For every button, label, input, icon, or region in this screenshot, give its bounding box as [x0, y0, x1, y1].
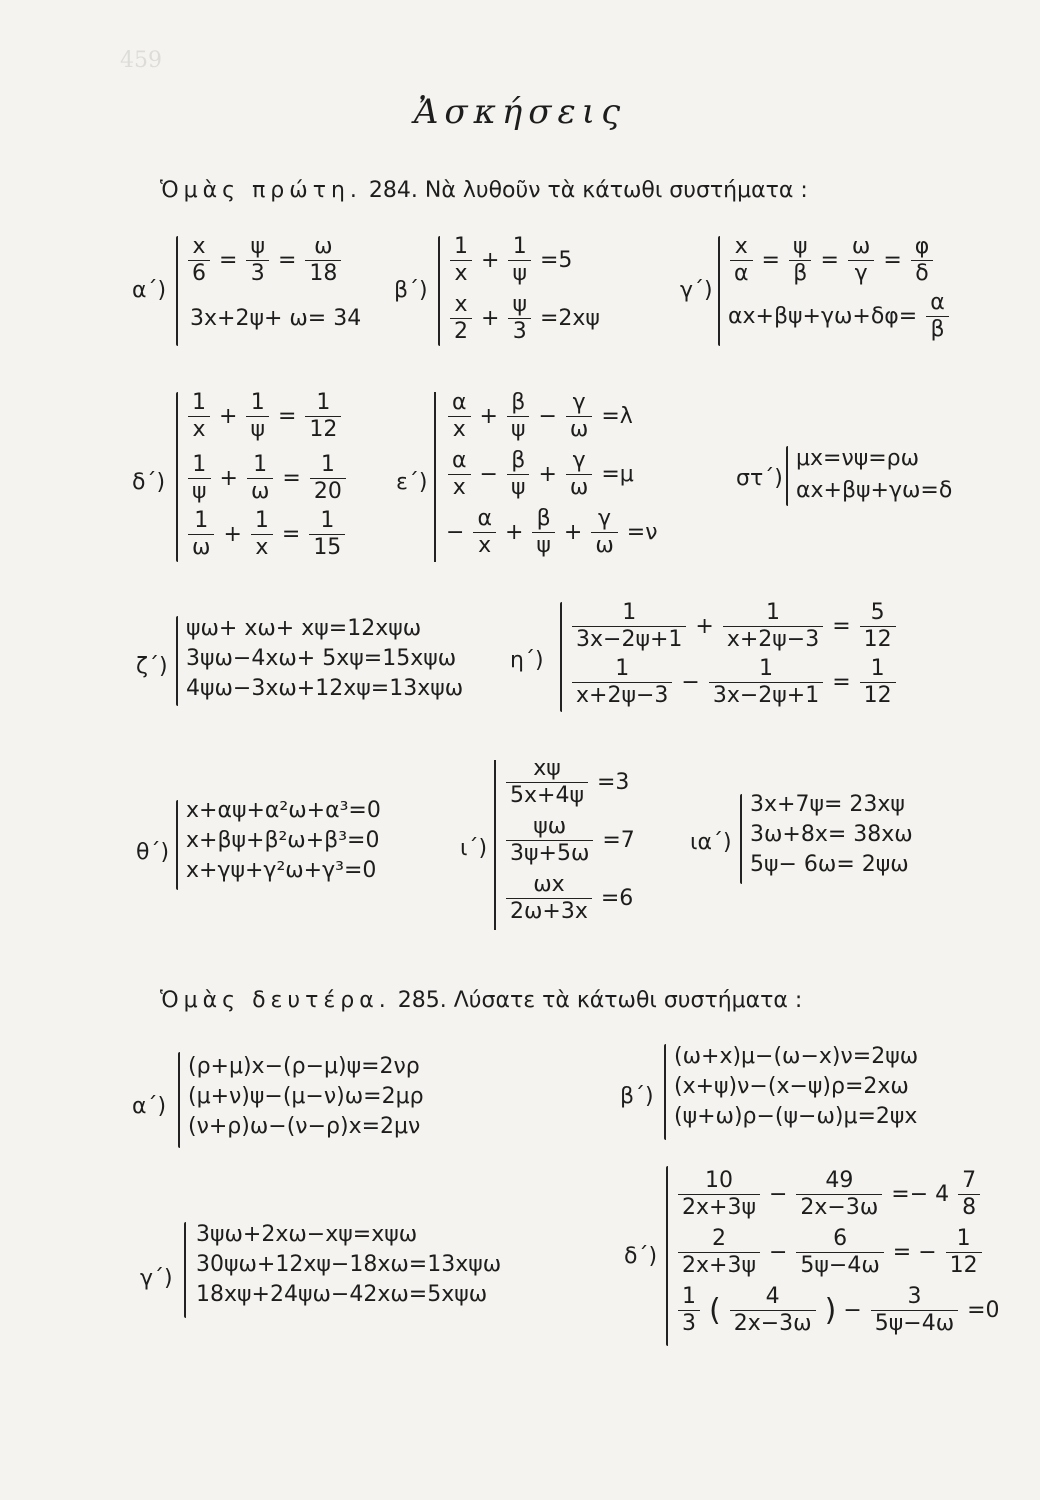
system-ia1-brace: [740, 794, 742, 884]
group1-label: Ὁμὰς πρώτη.: [160, 178, 362, 203]
system-b2-eq3: (ψ+ω)ρ−(ψ−ω)μ=2ψx: [674, 1104, 918, 1129]
system-g2-eq3: 18xψ+24ψω−42xω=5xψω: [196, 1282, 488, 1307]
system-h1-eq2: $\frac{1}{x+2\psi-3}$ − $\frac{1}{3x-2\psi+1}$ = $\frac{1}{12}$: [570, 656, 898, 709]
system-ia1-eq1: 3x+7ψ= 23xψ: [750, 792, 905, 817]
system-th1-brace: [176, 800, 178, 890]
system-g1-eq2: αx+βψ+γω+δφ= $\frac{\alpha}{\beta}$: [728, 290, 951, 343]
system-b1-label: β΄): [394, 278, 428, 303]
system-a1-eq2: 3x+2ψ+ ω= 34: [190, 306, 362, 331]
system-d1-brace: [176, 392, 178, 562]
system-i1-label: ι΄): [460, 836, 488, 861]
system-z1-eq2: 3ψω−4xω+ 5xψ=15xψω: [186, 646, 457, 671]
system-a2-label: α΄): [132, 1094, 167, 1119]
system-e1-bar: [434, 392, 436, 562]
system-z1-eq1: ψω+ xω+ xψ=12xψω: [186, 616, 422, 641]
system-ia1-label: ια΄): [690, 830, 732, 855]
group1-number: 284.: [368, 178, 418, 203]
system-g1-brace: [718, 236, 720, 346]
system-th1-eq2: x+βψ+β²ω+β³=0: [186, 828, 380, 853]
system-b2-eq2: (x+ψ)ν−(x−ψ)ρ=2xω: [674, 1074, 909, 1099]
system-st1-brace: [786, 446, 788, 506]
system-g2-brace: [184, 1222, 186, 1318]
system-a1-eq1: $\frac{x}{6}$ = $\frac{\psi}{3}$ = $\frac{\omega}{18}$: [186, 234, 343, 287]
system-g1-eq1: $\frac{x}{\alpha}$ = $\frac{\psi}{\beta}$ = $\frac{\omega}{\gamma}$ = $\frac{\varphi}{\delta}$: [728, 234, 935, 287]
system-b2-brace: [664, 1044, 666, 1140]
system-a2-eq2: (μ+ν)ψ−(μ−ν)ω=2μρ: [188, 1084, 424, 1109]
system-th1-eq1: x+αψ+α²ω+α³=0: [186, 798, 381, 823]
system-a1-label: α΄): [132, 278, 167, 303]
system-i1-eq1: $\frac{x\psi}{5x+4\psi}$ =3: [504, 756, 629, 809]
system-g2-label: γ΄): [140, 1266, 173, 1291]
group1-instruction: Νὰ λυθοῦν τὰ κάτωθι συστήματα :: [424, 178, 808, 203]
system-d2-eq3: $\frac{1}{3}$ ( $\frac{4}{2x-3\omega}$ ) − $\frac{3}{5\psi-4\omega}$ =0: [676, 1284, 1000, 1337]
system-d2-label: δ΄): [624, 1244, 658, 1269]
group1-heading: [160, 178, 808, 203]
system-ia1-eq3: 5ψ− 6ω= 2ψω: [750, 852, 909, 877]
system-h1-eq1: $\frac{1}{3x-2\psi+1}$ + $\frac{1}{x+2\psi-3}$ = $\frac{5}{12}$: [570, 600, 898, 653]
system-th1-label: θ΄): [136, 840, 170, 865]
system-i1-eq2: $\frac{\psi\omega}{3\psi+5\omega}$ =7: [504, 814, 635, 867]
system-e1-eq1: $\frac{\alpha}{x}$ + $\frac{\beta}{\psi}$ − $\frac{\gamma}{\omega}$ =λ: [446, 390, 633, 443]
system-z1-label: ζ΄): [136, 654, 168, 679]
system-a1-brace: [176, 236, 178, 346]
system-b2-eq1: (ω+x)μ−(ω−x)ν=2ψω: [674, 1044, 919, 1069]
system-d1-eq1: $\frac{1}{x}$ + $\frac{1}{\psi}$ = $\frac{1}{12}$: [186, 390, 343, 443]
system-b1-eq1: $\frac{1}{x}$ + $\frac{1}{\psi}$ =5: [448, 234, 572, 287]
page-title: Ἀσκήσεις: [413, 92, 627, 132]
system-b1-eq2: $\frac{x}{2}$ + $\frac{\psi}{3}$ =2xψ: [448, 292, 600, 345]
system-b2-label: β΄): [620, 1084, 654, 1109]
system-d1-label: δ΄): [132, 470, 166, 495]
system-b1-brace: [438, 236, 440, 346]
system-d2-eq2: $\frac{2}{2x+3\psi}$ − $\frac{6}{5\psi-4\omega}$ = − $\frac{1}{12}$: [676, 1226, 984, 1279]
system-d2-eq1: $\frac{10}{2x+3\psi}$ − $\frac{49}{2x-3\omega}$ =− 4 $\frac{7}{8}$: [676, 1168, 982, 1221]
system-h1-brace: [560, 602, 562, 712]
system-d1-eq2: $\frac{1}{\psi}$ + $\frac{1}{\omega}$ = $\frac{1}{20}$: [186, 452, 348, 505]
group2-instruction: Λύσατε τὰ κάτωθι συστήματα :: [453, 988, 803, 1013]
system-e1-eq3: − $\frac{\alpha}{x}$ + $\frac{\beta}{\psi}$ + $\frac{\gamma}{\omega}$ =ν: [446, 506, 658, 558]
system-e1-eq2: $\frac{\alpha}{x}$ − $\frac{\beta}{\psi}$ + $\frac{\gamma}{\omega}$ =μ: [446, 448, 634, 501]
system-g2-eq2: 30ψω+12xψ−18xω=13xψω: [196, 1252, 502, 1277]
system-a2-eq1: (ρ+μ)x−(ρ−μ)ψ=2νρ: [188, 1054, 420, 1079]
bleed-page-number: 459: [120, 48, 162, 73]
system-i1-bar: [494, 760, 496, 930]
system-a2-eq3: (ν+ρ)ω−(ν−ρ)x=2μν: [188, 1114, 421, 1139]
system-g2-eq1: 3ψω+2xω−xψ=xψω: [196, 1222, 418, 1247]
system-d2-brace: [666, 1166, 668, 1346]
group2-heading: [160, 988, 802, 1013]
group2-label: Ὁμὰς δευτέρα.: [160, 988, 391, 1013]
system-st1-label: στ΄): [736, 466, 783, 491]
system-d1-eq3: $\frac{1}{\omega}$ + $\frac{1}{x}$ = $\frac{1}{15}$: [186, 508, 347, 561]
system-e1-label: ε΄): [396, 470, 428, 495]
system-g1-label: γ΄): [680, 278, 713, 303]
system-i1-eq3: $\frac{\omega x}{2\omega+3x}$ =6: [504, 872, 633, 925]
system-z1-eq3: 4ψω−3xω+12xψ=13xψω: [186, 676, 464, 701]
system-h1-label: η΄): [510, 648, 544, 673]
system-ia1-eq2: 3ω+8x= 38xω: [750, 822, 913, 847]
system-st1-eq1: μx=νψ=ρω: [796, 446, 920, 471]
group2-number: 285.: [397, 988, 447, 1013]
system-st1-eq2: αx+βψ+γω=δ: [796, 478, 953, 503]
system-z1-brace: [176, 616, 178, 706]
system-th1-eq3: x+γψ+γ²ω+γ³=0: [186, 858, 377, 883]
system-a2-brace: [178, 1052, 180, 1148]
